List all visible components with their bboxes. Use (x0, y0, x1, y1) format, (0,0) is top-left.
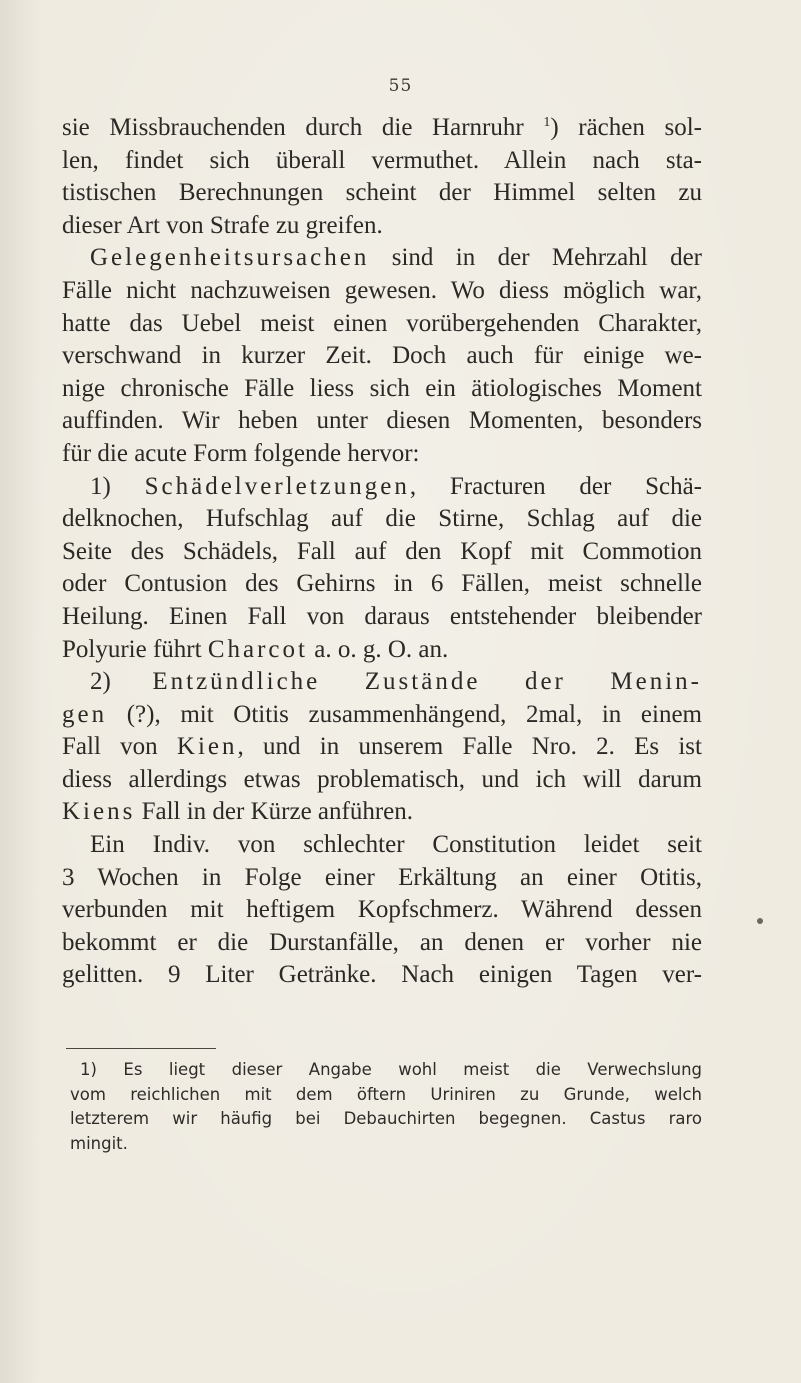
text-line: Ein Indiv. von schlechter Constitution leidet seit (90, 831, 702, 859)
text-line: verschwand in kurzer Zeit. Doch auch für einige we- (62, 342, 702, 370)
spaced-term: Schädelverletzungen (144, 472, 410, 500)
text-line: 3 Wochen in Folge einer Erkältung an einer Otitis, (62, 863, 702, 891)
text-span: (?), mit Otitis zusammenhängend, 2mal, in einem (107, 700, 702, 728)
footnote-rule (66, 1048, 216, 1049)
text-span: Fall in der Kürze anführen. (135, 798, 414, 826)
text-span: sie Missbrauchenden durch die Harnruhr (62, 114, 524, 141)
spaced-term: Kiens (62, 798, 136, 826)
text-line: delknochen, Hufschlag auf die Stirne, Schlag auf die (62, 505, 702, 533)
text-line: oder Contusion des Gehirns in 6 Fällen, meist schnelle (62, 570, 702, 598)
text-line: len, findet sich überall vermuthet. Allein nach sta- (62, 146, 702, 174)
footnote-line: 1) Es liegt dieser Angabe wohl meist die Verwechslung (80, 1060, 702, 1079)
text-line: tistischen Berechnungen scheint der Himmel selten zu (62, 179, 702, 207)
text-line: diess allerdings etwas problematisch, und ich will darum (62, 765, 702, 793)
text-line (62, 471, 702, 504)
spaced-term: Kien (176, 733, 238, 761)
text-line: Fälle nicht nachzuweisen gewesen. Wo diess möglich war, (62, 276, 702, 304)
text-line: Seite des Schädels, Fall auf den Kopf mit Commotion (62, 537, 702, 565)
list-number: 2) (90, 668, 153, 696)
text-line: gelitten. 9 Liter Getränke. Nach einigen Tagen ver- (62, 961, 702, 989)
spaced-term: Entzündliche Zustände der Menin- (152, 668, 702, 696)
text-line: dieser Art von Strafe zu greifen. (62, 211, 383, 239)
text-span: Polyurie führt (62, 635, 208, 663)
text-line (62, 666, 702, 699)
footnote-marker[interactable]: 1 (543, 115, 551, 130)
footnote-line: mingit. (70, 1133, 128, 1153)
text-line (62, 699, 702, 732)
footnote-line: vom reichlichen mit dem öftern Uriniren zu Grunde, welch (70, 1084, 702, 1104)
text-line: für die acute Form folgende hervor: (62, 439, 420, 467)
text-span: a. o. g. O. an. (307, 635, 449, 663)
footnote-line: letzterem wir häufig bei Debauchirten begegnen. Castus raro (70, 1109, 702, 1128)
spaced-term: gen (62, 700, 108, 728)
text-line: bekommt er die Durstanfälle, an denen er vorher nie (62, 928, 702, 956)
spaced-term: Gelegenheitsursachen (90, 244, 370, 272)
page-number: 55 (388, 76, 413, 96)
text-line: auffinden. Wir heben unter diesen Momenten, besonders (62, 407, 702, 435)
list-number: 1) (90, 472, 145, 500)
text-line: verbunden mit heftigem Kopfschmerz. Während dessen (62, 896, 702, 924)
text-span: sind in der Mehrzahl der (369, 244, 702, 272)
text-span: , Fracturen der Schä- (409, 472, 702, 500)
text-line: hatte das Uebel meist einen vorübergehenden Charakter, (62, 309, 702, 337)
text-line: nige chronische Fälle liess sich ein ätiologisches Moment (62, 374, 702, 402)
text-span: ) rächen sol- (550, 114, 702, 141)
text-line (62, 242, 702, 275)
text-line (62, 112, 702, 145)
text-line (62, 796, 702, 829)
footnote (70, 1058, 702, 1156)
text-line (62, 731, 702, 764)
spaced-term: Charcot (207, 635, 308, 663)
text-line (62, 634, 702, 667)
text-span: , und in unserem Falle Nro. 2. Es ist (237, 733, 702, 761)
text-line: Heilung. Einen Fall von daraus entstehender bleibender (62, 602, 702, 630)
body-text (62, 112, 702, 992)
paper-speck (757, 918, 763, 924)
text-span: Fall von (62, 733, 177, 761)
